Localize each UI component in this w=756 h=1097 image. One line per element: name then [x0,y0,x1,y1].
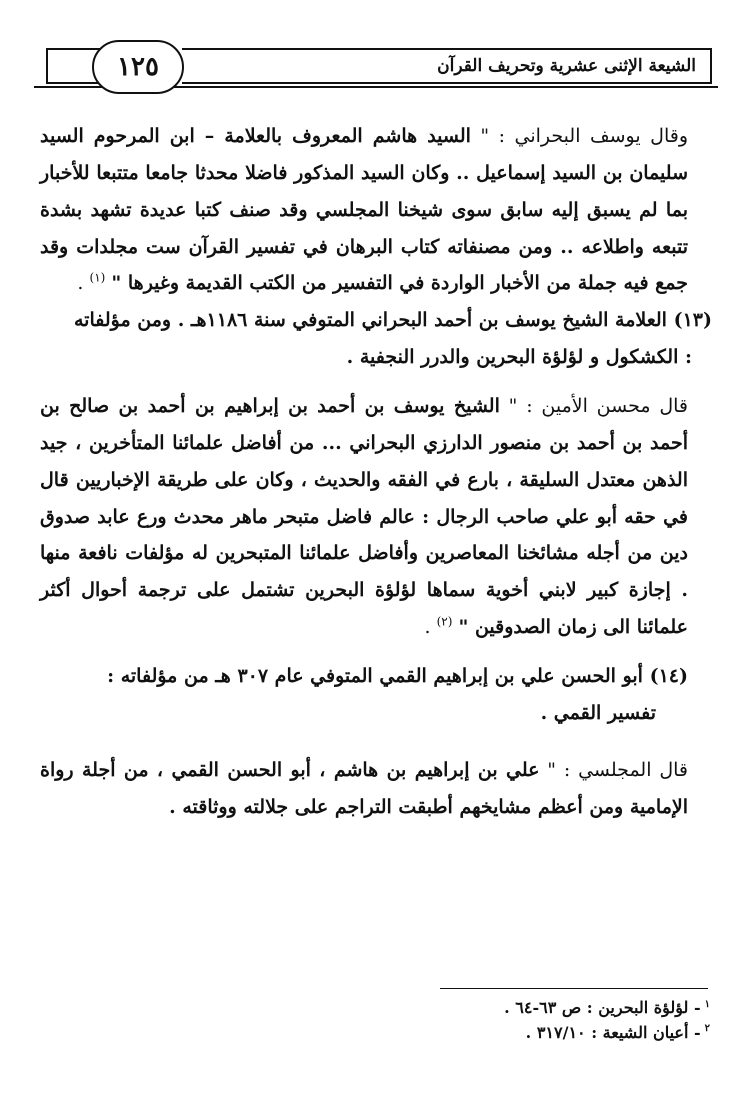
page-body [40,118,712,825]
quote-intro: قال المجلسي : " [539,758,688,781]
footnote-2 [380,1021,710,1046]
quote-text: الشيخ يوسف بن أحمد بن إبراهيم بن أحمد بن صالح بن أحمد بن أحمد بن منصور الدارزي البحراني ... من أفاضل علمائنا المتأخرين ، جيد الذهن معتدل السليقة ، بارع في الفقه والحديث ، وكان على طريقة الإخباريين قال في حقه أبو علي صاحب الرجال : عالم فاضل متبحر ماهر محدث ورع عابد صدوق دين من أجله مشائخنا المعاصرين وأفاضل علمائنا المتبحرين له مؤلفات نافعة منها . إجازة كبير لابني أخوية سماها لؤلؤة البحرين تشتمل على ترجمة أحوال أكثر علمائنا الى زمان الصدوقين " [40,395,688,639]
book-title: الشيعة الإثنى عشرية وتحريف القرآن [437,56,696,76]
sentence-end: . [424,616,431,639]
page-header [34,38,718,92]
spacer [40,646,712,658]
item-14-works: تفسير القمي . [540,701,656,724]
footnote-number: ١ [704,998,710,1010]
spacer [40,732,712,752]
footnote-number: ٢ [704,1023,710,1035]
quote-text: السيد هاشم المعروف بالعلامة – ابن المرحوم السيد سليمان بن السيد إسماعيل .. وكان السيد المذكور فاضلا محدثا جامعا متتبعا للأخبار بما لم يسبق إليه سابق سوى شيخنا المجلسي وقد صنف كتبا عديدة تشهد بشدة تتبعه واطلاعه .. ومن مصنفاته كتاب البرهان في تفسير القرآن ست مجلدات وقد جمع فيه جملة من الأخبار الواردة في التفسير من الكتب القديمة وغيرها " [40,125,688,295]
footnote-text: - لؤلؤة البحرين : ص ٦٣-٦٤ . [504,998,701,1017]
page-number-text: ١٢٥ [117,52,159,82]
item-14-heading: (١٤) أبو الحسن علي بن إبراهيم القمي المتوفي عام ٣٠٧ هـ من مؤلفاته : [107,665,688,688]
sentence-end: . [77,272,84,295]
footnote-separator [440,988,708,989]
spacer [40,376,712,388]
quote-intro: وقال يوسف البحراني : " [470,125,688,147]
paragraph-amin-quote [40,388,712,646]
paragraph-yusuf-quote [40,118,712,302]
paragraph-majlisi-quote [40,752,712,826]
quote-text: علي بن إبراهيم بن هاشم ، أبو الحسن القمي ، من أجلة رواة الإمامية ومن أعظم مشايخهم أطبقت التراجم على جلالته ووثاقته . [40,758,688,818]
footnote-ref: (٢) [436,614,453,629]
item-13-heading: (١٣) العلامة الشيخ يوسف بن أحمد البحراني المتوفي سنة ١١٨٦هـ . ومن مؤلفاته [74,309,712,332]
footnote-1 [380,996,710,1021]
footnotes [380,996,710,1046]
footnote-text: - أعيان الشيعة : ٣١٧/١٠ . [525,1022,701,1042]
page-number [92,40,184,94]
item-13-works: : الكشكول و لؤلؤة البحرين والدرر النجفية . [346,346,692,369]
quote-intro: قال محسن الأمين : " [499,395,689,418]
footnote-ref: (١) [89,271,106,286]
running-title [182,48,712,84]
